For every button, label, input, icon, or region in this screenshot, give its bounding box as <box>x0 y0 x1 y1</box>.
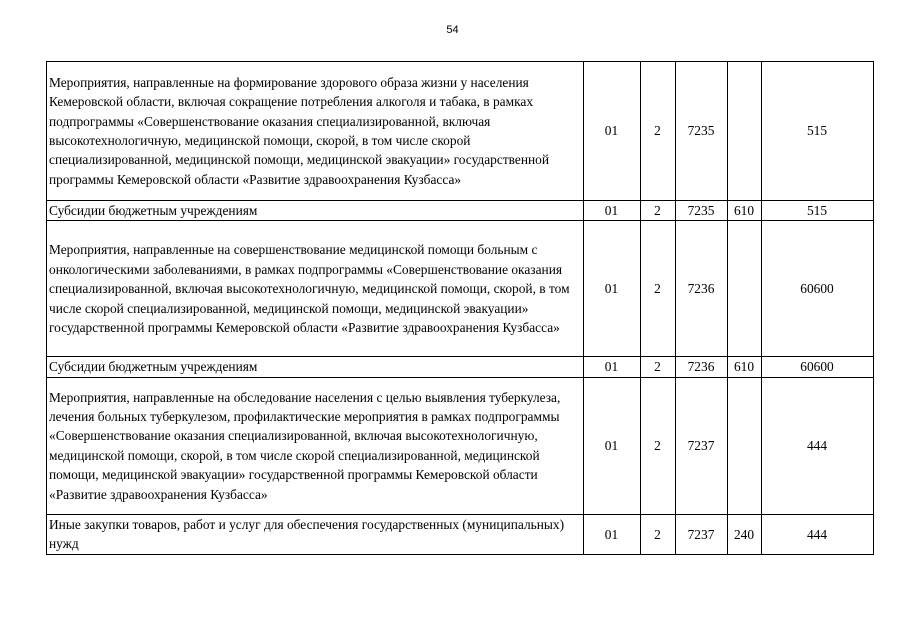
amount: 444 <box>762 377 874 514</box>
table-row <box>47 221 874 357</box>
subsection-code: 2 <box>641 221 676 357</box>
expense-type-code <box>728 62 762 201</box>
table-row <box>47 62 874 201</box>
section-code: 01 <box>584 62 641 201</box>
page-number: 54 <box>446 24 459 36</box>
table-row <box>47 377 874 514</box>
budget-table <box>46 61 874 555</box>
amount: 60600 <box>762 357 874 377</box>
target-code: 7236 <box>676 221 728 357</box>
table-row <box>47 514 874 554</box>
amount: 60600 <box>762 221 874 357</box>
target-code: 7235 <box>676 62 728 201</box>
row-name: Мероприятия, направленные на совершенствование медицинской помощи больным с онкологическими заболеваниями, в рамках подпрограммы «Совершенствование оказания специализированной, включая высокотехнологичную, медицинской помощи, скорой, в том числе скорой специализированной, медицинской помощи, медицинской эвакуации» государственной программы Кемеровской области «Развитие здравоохранения Кузбасса» <box>47 221 584 357</box>
row-name: Субсидии бюджетным учреждениям <box>47 357 584 377</box>
expense-type-code: 610 <box>728 201 762 221</box>
section-code: 01 <box>584 221 641 357</box>
row-name: Мероприятия, направленные на обследование населения с целью выявления туберкулеза, лечения больных туберкулезом, профилактические мероприятия в рамках подпрограммы «Совершенствование оказания специализированной, включая высокотехнологичную, медицинской помощи, скорой, в том числе скорой специализированной, медицинской помощи, медицинской эвакуации» государственной программы Кемеровской области «Развитие здравоохранения Кузбасса» <box>47 377 584 514</box>
amount: 444 <box>762 514 874 554</box>
section-code: 01 <box>584 514 641 554</box>
expense-type-code: 240 <box>728 514 762 554</box>
target-code: 7237 <box>676 377 728 514</box>
row-name: Иные закупки товаров, работ и услуг для обеспечения государственных (муниципальных) нужд <box>47 514 584 554</box>
subsection-code: 2 <box>641 357 676 377</box>
amount: 515 <box>762 201 874 221</box>
table-row <box>47 201 874 221</box>
subsection-code: 2 <box>641 377 676 514</box>
subsection-code: 2 <box>641 514 676 554</box>
target-code: 7235 <box>676 201 728 221</box>
target-code: 7237 <box>676 514 728 554</box>
target-code: 7236 <box>676 357 728 377</box>
subsection-code: 2 <box>641 201 676 221</box>
subsection-code: 2 <box>641 62 676 201</box>
expense-type-code <box>728 377 762 514</box>
section-code: 01 <box>584 357 641 377</box>
section-code: 01 <box>584 201 641 221</box>
row-name: Субсидии бюджетным учреждениям <box>47 201 584 221</box>
row-name: Мероприятия, направленные на формирование здорового образа жизни у населения Кемеровской области, включая сокращение потребления алкоголя и табака, в рамках подпрограммы «Совершенствование оказания специализированной, включая высокотехнологичную, медицинской помощи, скорой, в том числе скорой специализированной, медицинской помощи, медицинской эвакуации» государственной программы Кемеровской области «Развитие здравоохранения Кузбасса» <box>47 62 584 201</box>
expense-type-code <box>728 221 762 357</box>
section-code: 01 <box>584 377 641 514</box>
table-row <box>47 357 874 377</box>
expense-type-code: 610 <box>728 357 762 377</box>
amount: 515 <box>762 62 874 201</box>
